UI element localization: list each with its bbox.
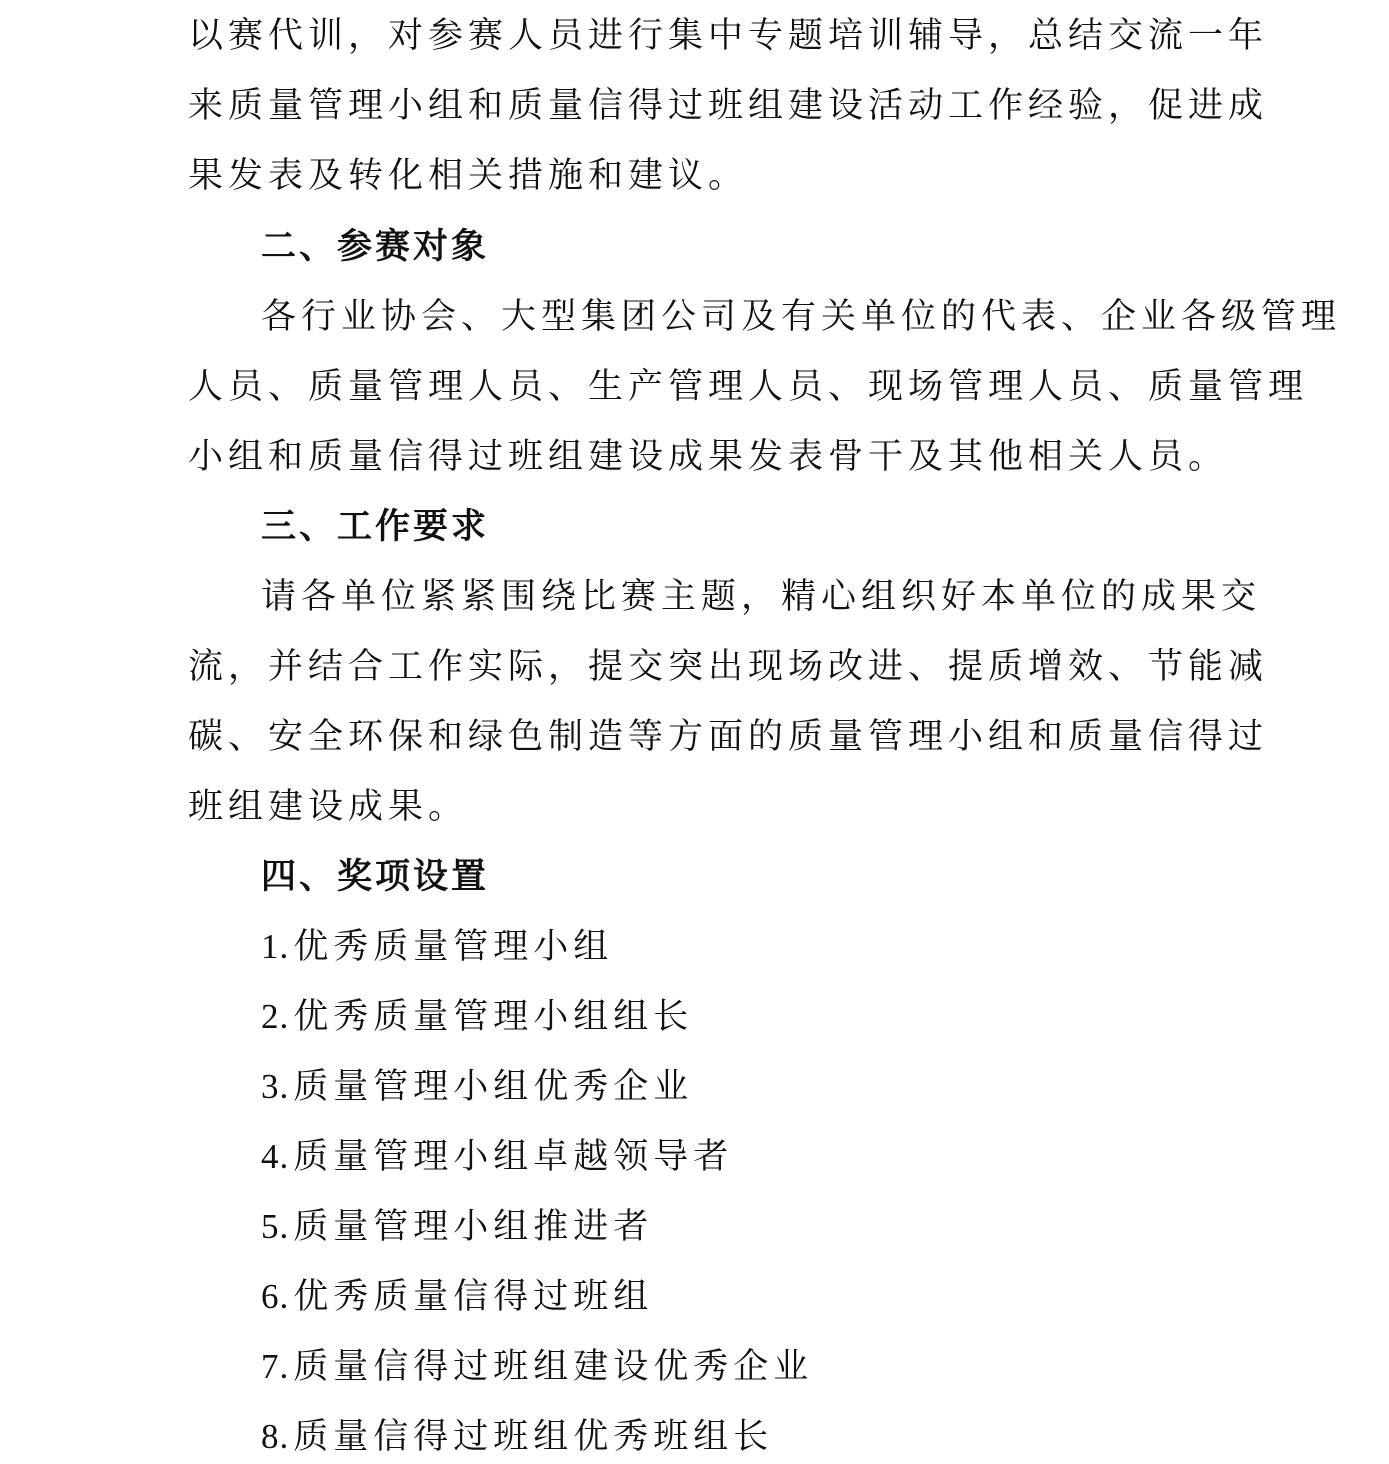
award-item xyxy=(261,1277,653,1317)
requirements-line-2: 流，并结合工作实际，提交突出现场改进、提质增效、节能减 xyxy=(188,647,1269,687)
award-item xyxy=(261,1067,693,1107)
award-item xyxy=(261,927,613,967)
requirements-line-1: 请各单位紧紧围绕比赛主题，精心组织好本单位的成果交 xyxy=(261,577,1262,617)
award-item-text: 质量信得过班组建设优秀企业 xyxy=(293,1347,814,1387)
award-item xyxy=(261,1207,653,1247)
award-item-number: 7. xyxy=(261,1347,290,1386)
intro-line-1: 以赛代训，对参赛人员进行集中专题培训辅导，总结交流一年 xyxy=(188,16,1269,56)
award-item xyxy=(261,1347,813,1387)
award-item-number: 8. xyxy=(261,1417,290,1456)
award-item xyxy=(261,1137,733,1177)
section-heading-participants: 二、参赛对象 xyxy=(261,227,490,267)
participants-line-3: 小组和质量信得过班组建设成果发表骨干及其他相关人员。 xyxy=(188,437,1229,477)
section-heading-requirements: 三、工作要求 xyxy=(261,507,490,547)
award-item-text: 优秀质量管理小组 xyxy=(293,927,614,967)
participants-line-2: 人员、质量管理人员、生产管理人员、现场管理人员、质量管理 xyxy=(188,367,1309,407)
award-item-text: 质量管理小组卓越领导者 xyxy=(293,1137,734,1177)
award-item-number: 1. xyxy=(261,927,290,966)
award-item-text: 优秀质量管理小组组长 xyxy=(293,997,694,1037)
award-item-number: 3. xyxy=(261,1067,290,1106)
requirements-line-4: 班组建设成果。 xyxy=(188,787,469,827)
award-item-number: 2. xyxy=(261,997,290,1036)
award-item-text: 质量管理小组推进者 xyxy=(293,1207,654,1247)
award-item-text: 优秀质量信得过班组 xyxy=(293,1277,654,1317)
requirements-line-3: 碳、安全环保和绿色制造等方面的质量管理小组和质量信得过 xyxy=(188,717,1269,757)
award-item-number: 5. xyxy=(261,1207,290,1246)
award-item-number: 6. xyxy=(261,1277,290,1316)
intro-line-2: 来质量管理小组和质量信得过班组建设活动工作经验，促进成 xyxy=(188,86,1269,126)
participants-line-1: 各行业协会、大型集团公司及有关单位的代表、企业各级管理 xyxy=(261,297,1342,337)
section-heading-awards: 四、奖项设置 xyxy=(261,857,490,897)
award-item-text: 质量管理小组优秀企业 xyxy=(293,1067,694,1107)
award-item-text: 质量信得过班组优秀班组长 xyxy=(293,1417,774,1457)
award-item xyxy=(261,997,693,1037)
award-item xyxy=(261,1417,773,1457)
intro-line-3: 果发表及转化相关措施和建议。 xyxy=(188,156,749,196)
award-item-number: 4. xyxy=(261,1137,290,1176)
